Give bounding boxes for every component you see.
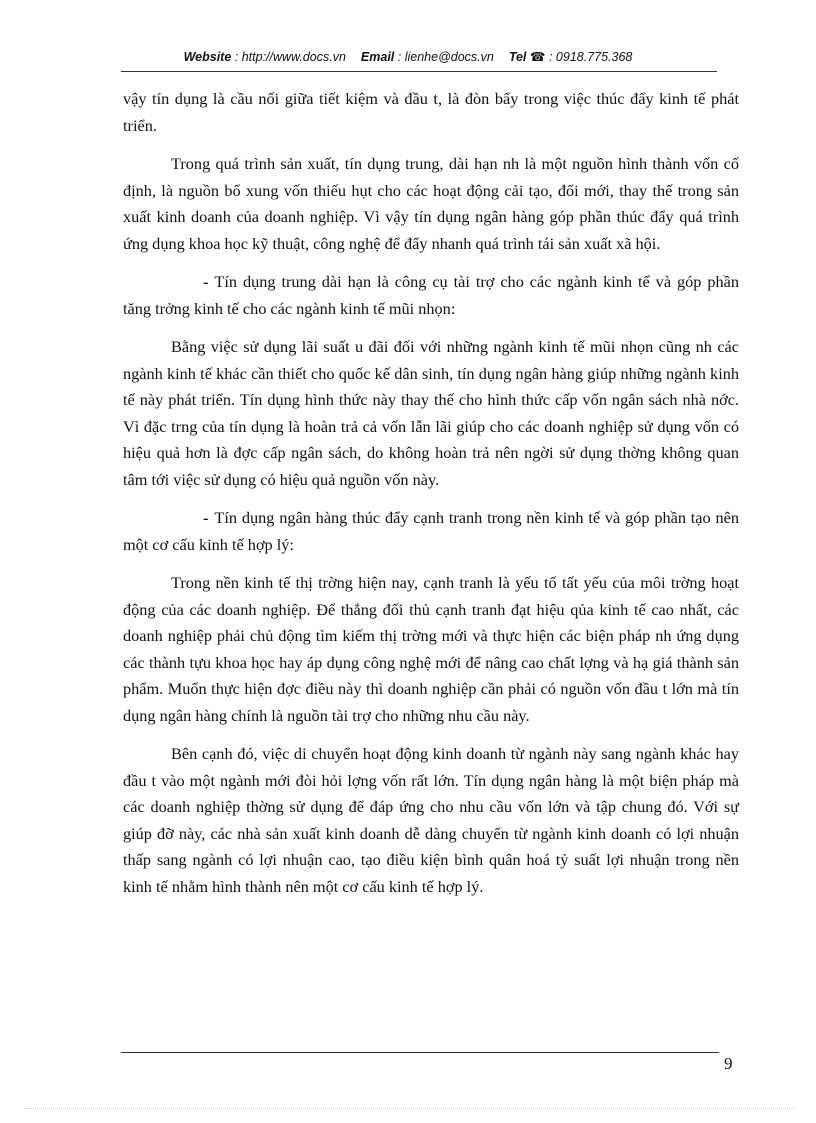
bullet-dash: - [203, 508, 209, 527]
paragraph-1: vậy tín dụng là cầu nối giữa tiết kiệm và đầu t, là đòn bẩy trong việc thúc đẩy kinh tế phát triển. [123, 89, 739, 135]
page-bottom-border [24, 1108, 794, 1109]
email-label: Email [360, 50, 395, 64]
page-header [0, 49, 816, 64]
bullet-paragraph-1 [123, 269, 739, 322]
tel-label: Tel [508, 50, 527, 64]
paragraph-4: Bằng việc sử dụng lãi suất u đãi đối với những ngành kinh tế mũi nhọn cũng nh các ngành kinh tế khác cần thiết cho quốc kế dân sinh, tín dụng ngân hàng giúp những ngành kinh tế này phát triển. Tín dụng hình thức này thay thế cho hình thức cấp vốn ngân sách nhà nớc. Vì đặc trng của tín dụng là hoàn trả cả vốn lẫn lãi giúp cho các doanh nghiệp sử dụng vốn có hiệu quả hơn là đợc cấp ngân sách, do không hoàn trả nên ngời sử dụng thờng không quan tâm tới việc sử dụng có hiệu quả nguồn vốn này. [123, 337, 739, 489]
email-value: : lienhe@docs.vn [397, 50, 494, 64]
bullet-dash: - [203, 272, 209, 291]
website-value: : http://www.docs.vn [234, 50, 346, 64]
tel-value: : 0918.775.368 [548, 50, 633, 64]
paragraph-2: Trong quá trình sản xuất, tín dụng trung, dài hạn nh là một nguồn hình thành vốn cố định, là nguồn bổ xung vốn thiếu hụt cho các hoạt động cải tạo, đổi mới, thay thế trong sản xuất kinh doanh của doanh nghiệp. Vì vậy tín dụng ngân hàng góp phần thúc đẩy quá trình ứng dụng khoa học kỹ thuật, công nghệ để đẩy nhanh quá trình tái sản xuất xã hội. [123, 154, 739, 253]
bullet-paragraph-2 [123, 505, 739, 558]
page-number: 9 [724, 1054, 733, 1073]
bullet-text-1: Tín dụng trung dài hạn là công cụ tài trợ cho các ngành kinh tế và góp phần tăng trởng kinh tế cho các ngành kinh tế mũi nhọn: [123, 272, 739, 318]
footer-rule [121, 1052, 719, 1053]
document-body [123, 86, 739, 912]
website-label: Website [183, 50, 232, 64]
paragraph-7: Bên cạnh đó, việc di chuyển hoạt động kinh doanh từ ngành này sang ngành khác hay đầu t vào một ngành mới đòi hỏi lợng vốn rất lớn. Tín dụng ngân hàng là một biện pháp mà các doanh nghiệp thờng sử dụng để đáp ứng cho nhu cầu vốn lớn và tập chung đó. Với sự giúp đỡ này, các nhà sản xuất kinh doanh dễ dàng chuyển từ ngành kinh doanh có lợi nhuận thấp sang ngành có lợi nhuận cao, tạo điều kiện bình quân hoá tỷ suất lợi nhuận trong nền kinh tế nhằm hình thành nên một cơ cấu kinh tế hợp lý. [123, 744, 739, 896]
header-rule [121, 71, 717, 72]
paragraph-6: Trong nền kinh tế thị trờng hiện nay, cạnh tranh là yếu tố tất yếu của môi trờng hoạt động của các doanh nghiệp. Để thắng đối thủ cạnh tranh đạt hiệu qủa kinh tế cao nhất, các doanh nghiệp phải chủ động tìm kiếm thị trờng mới và thực hiện các biện pháp nh ứng dụng các thành tựu khoa học hay áp dụng công nghệ mới để nâng cao chất lợng và hạ giá thành sản phẩm. Muốn thực hiện đợc điều này thì doanh nghiệp cần phải có nguồn vốn đầu t lớn mà tín dụng ngân hàng chính là nguồn tài trợ cho những nhu cầu này. [123, 573, 739, 725]
bullet-text-2: Tín dụng ngân hàng thúc đẩy cạnh tranh trong nền kinh tế và góp phần tạo nên một cơ cấu kinh tế hợp lý: [123, 508, 739, 554]
phone-icon: ☎ [529, 50, 546, 64]
